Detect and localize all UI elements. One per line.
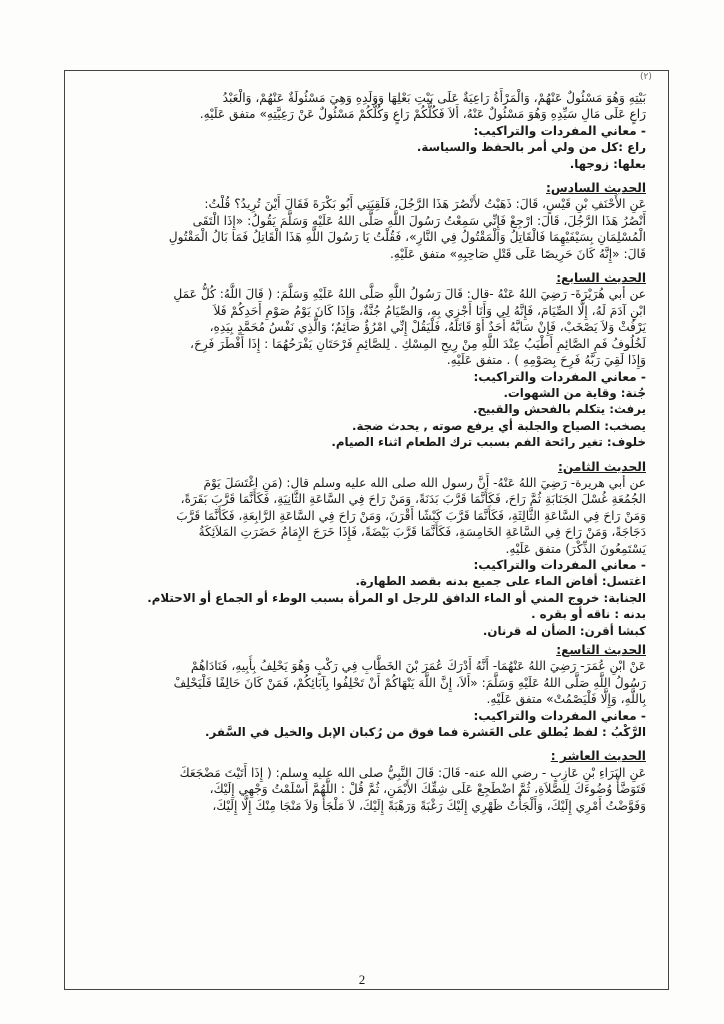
- hadith-text-line: وَمَنْ رَاحَ فِي السَّاعَةِ الثَّالِثَةِ، فَكَأَنَّمَا قَرَّبَ كَبْشًا أَقْرَنَ، وَمَنْ رَاحَ فِي السَّاعَةِ الرَّابِعَةِ، فَكَأَنَّمَا قَرَّبَ: [176, 508, 646, 523]
- hadith-text-line: وَفَوَّضْتُ أَمْرِي إِلَيْكَ، وَأَلْجَأْتُ ظَهْرِي إِلَيْكَ رَغْبَةً وَرَهْبَةً إِلَيْكَ، لاَ مَلْجَأَ وَلاَ مَنْجَا مِنْكَ إِلَّا إِلَيْكَ،: [212, 798, 646, 813]
- hadith-heading: الحديث السادس:: [546, 181, 646, 196]
- spacer: [96, 262, 646, 267]
- hadith-text-line: الجُمُعَةِ غُسْلَ الجَنَابَةِ ثُمَّ رَاحَ، فَكَأَنَّمَا قَرَّبَ بَدَنَةً، وَمَنْ رَاحَ فِي السَّاعَةِ الثَّانِيَةِ، فَكَأَنَّمَا قَرَّبَ بَقَرَةً،: [180, 492, 646, 507]
- vocab-definition: جُنة: وقاية من الشهوات.: [503, 385, 646, 400]
- vocab-definition: بدنه : ناقه أو بقره .: [531, 607, 646, 622]
- hadith-text-line: يَرْفُثْ وَلاَ يَصْخَبْ، فَإِنْ سَابَّهُ أَحَدٌ أَوْ قَاتَلَهُ، فَلْيَقُلْ إِنِّي امْرُؤٌ صَائِمٌ؛ وَالَّذِي نَفْسُ مُحَمَّدٍ بِيَدِهِ،: [209, 320, 646, 335]
- vocab-subheading: - معاني المفردات والتراكيب:: [473, 369, 646, 384]
- vocab-definition: يصخب: الصياح والجلبة أي يرفع صوته , يحدث ضجة.: [352, 418, 646, 433]
- hadith-text-line: رَسُولُ اللَّهِ صَلَّى اللهُ عَلَيْهِ وَسَلَّمَ: «أَلاَ، إِنَّ اللَّهَ يَنْهَاكُمْ أَنْ تَحْلِفُوا بِآبَائِكُمْ، فَمَنْ كَانَ حَالِفًا فَلْيَحْلِفْ: [173, 675, 646, 690]
- document-body: [96, 90, 646, 814]
- vocab-definition: يرفث: يتكلم بالفحش والقبيح.: [472, 402, 646, 417]
- vocab-subheading: - معاني المفردات والتراكيب:: [473, 557, 646, 572]
- vocab-definition: كبشا أقرن: الضأن له قرنان.: [482, 623, 646, 638]
- hadith-text-line: بِاللَّهِ، وَإِلَّا فَلْيَصْمُتْ» متفق عَلَيْهِ.: [486, 692, 646, 707]
- hadith-text-line: قَالَ: «إِنَّهُ كَانَ حَرِيصًا عَلَى قَتْلِ صَاحِبِهِ» متفق عَلَيْهِ.: [389, 246, 646, 261]
- corner-mark: (٢): [640, 72, 652, 82]
- hadith-heading: الحديث التاسع:: [556, 643, 646, 657]
- hadith-text-line: عَنْ ابْنِ عُمَرَ- رَضِيَ اللهُ عَنْهُمَا- أَنَّهُ أَدْرَكَ عُمَرَ بْنَ الخَطَّابِ فِي رَكْبٍ وَهُوَ يَحْلِفُ بِأَبِيهِ، فَنَادَاهُمْ: [190, 659, 646, 674]
- hadith-text-line: أَنْصُرُ هَذَا الرَّجُلَ، قَالَ: ارْجِعْ فَإِنِّي سَمِعْتُ رَسُولَ اللَّهِ صَلَّى اللهُ عَلَيْهِ وَسَلَّمَ يَقُولُ: «إِذَا الْتَقَى: [192, 213, 646, 228]
- hadith-text-line: دَجَاجَةً، وَمَنْ رَاحَ فِي السَّاعَةِ الخَامِسَةِ، فَكَأَنَّمَا قَرَّبَ بَيْضَةً، فَإِذَا خَرَجَ الإِمَامُ حَضَرَتِ المَلاَئِكَةُ: [198, 525, 646, 540]
- vocab-definition: خلوف: تغير رائحة الفم بسبب ترك الطعام اثناء الصيام.: [331, 435, 646, 450]
- hadith-text-line: يَسْتَمِعُونَ الذِّكْرَ) متفق عَلَيْهِ.: [505, 541, 646, 556]
- hadith-text-line: وَإِذَا لَقِيَ رَبَّهُ فَرِحَ بِصَوْمِهِ ) . متفق عَلَيْهِ.: [446, 353, 646, 368]
- hadith-text-line: فَتَوَضَّأْ وُضُوءَكَ لِلصَّلاَةِ، ثُمَّ اضْطَجِعْ عَلَى شِقِّكَ الأَيْمَنِ، ثُمَّ قُلْ : اللَّهُمَّ أَسْلَمْتُ وَجْهِي إِلَيْكَ،: [209, 782, 646, 797]
- hadith-heading: الحديث العاشر :: [550, 749, 646, 764]
- hadith-text-line: الْمُسْلِمَانِ بِسَيْفَيْهِمَا فَالْقَاتِلُ وَالْمَقْتُولُ فِي النَّارِ»، فَقُلْتُ يَا رَسُولَ اللَّهِ هَذَا الْقَاتِلُ فَمَا بَالُ الْمَقْتُولِ: [168, 230, 646, 245]
- page-number: 2: [358, 972, 366, 987]
- hadith-text-line: عن أبي هريرة- رَضِيَ اللهُ عَنْهُ- أَنَّ رسول الله صلى الله عليه وسلم قال: (مَنِ اغْتَسَلَ يَوْمَ: [203, 475, 646, 490]
- spacer: [96, 172, 646, 177]
- vocab-definition: راع :كل من ولي أمر بالحفظ والسياسة.: [416, 140, 646, 155]
- hadith-text-line: لَخُلُوفُ فَمِ الصَّائِمِ أَطْيَبُ عِنْدَ اللَّهِ مِنْ رِيحِ المِسْكِ . لِلصَّائِمِ فَرْحَتَانِ يَفْرَحُهُمَا : إِذَا أَفْطَرَ فَرِحَ،: [190, 336, 646, 351]
- vocab-definition: بعلها: زوجها.: [569, 156, 646, 171]
- hadith-text-line: عَنِ الأَحْنَفِ بْنِ قَيْسٍ، قَالَ: ذَهَبْتُ لأَنْصُرَ هَذَا الرَّجُلَ، فَلَقِيَنِي أَبُو بَكْرَةَ فَقَالَ أَيْنَ تُرِيدُ؟ قُلْتُ:: [204, 197, 646, 212]
- hadith-text-line: بَيْتِهِ وَهُوَ مَسْئُولٌ عَنْهُمْ، وَالْمَرْأَةُ رَاعِيَةٌ عَلَى بَيْتِ بَعْلِهَا وَوَلَدِهِ وَهِيَ مَسْئُولَةٌ عَنْهُمْ، وَالْعَبْدُ: [222, 91, 646, 105]
- vocab-subheading: - معاني المفردات والتراكيب:: [473, 708, 646, 723]
- vocab-definition: الرَّكْبُ : لفظ يُطلق على العَشرة فما فوق من رُكبان الإبل والخيل في السَّفر.: [205, 725, 646, 740]
- spacer: [96, 740, 646, 745]
- hadith-heading: الحديث الثامن:: [558, 459, 646, 474]
- spacer: [96, 451, 646, 456]
- vocab-subheading: - معاني المفردات والتراكيب:: [473, 123, 646, 138]
- vocab-definition: اغتسل: أفاض الماء على جميع بدنه بقصد الطهارة.: [355, 574, 646, 589]
- hadith-text-line: عَنِ البَرَاءِ بْنِ عَازِبٍ - رضي الله عنه- قَالَ: قَالَ النَّبِيُّ صلى الله عليه وسلم: ( إِذَا أَتَيْتَ مَضْجَعَكَ: [179, 765, 646, 780]
- vocab-definition: الجنابة: خروج المني أو الماء الدافق للرجل او المرأة بسبب الوطء أو الجماع أو الاحتلام.: [147, 590, 646, 605]
- hadith-text-line: عن أبي هُرَيْرَةَ- رَضِيَ اللهُ عَنْهُ -قال: قَالَ رَسُولُ اللَّهِ صَلَّى اللهُ عَلَيْهِ وَسَلَّمَ: ( قَالَ اللَّهُ: كُلُّ عَمَلِ: [173, 287, 646, 302]
- hadith-text-line: رَاعٍ عَلَى مَالِ سَيِّدِهِ وَهُوَ مَسْئُولٌ عَنْهُ، أَلاَ فَكُلُّكُمْ رَاعٍ وَكُلُّكُمْ مَسْئُولٌ عَنْ رَعِيَّتِهِ» متفق عَلَيْهِ.: [199, 107, 646, 122]
- hadith-heading: الحديث السابع:: [556, 271, 646, 286]
- hadith-text-line: ابْنِ آدَمَ لَهُ، إِلَّا الصِّيَامَ، فَإِنَّهُ لِي وَأَنَا أَجْزِي بِهِ، وَالصِّيَامُ جُنَّةٌ، وَإِذَا كَانَ يَوْمُ صَوْمِ أَحَدِكُمْ فَلاَ: [213, 303, 646, 318]
